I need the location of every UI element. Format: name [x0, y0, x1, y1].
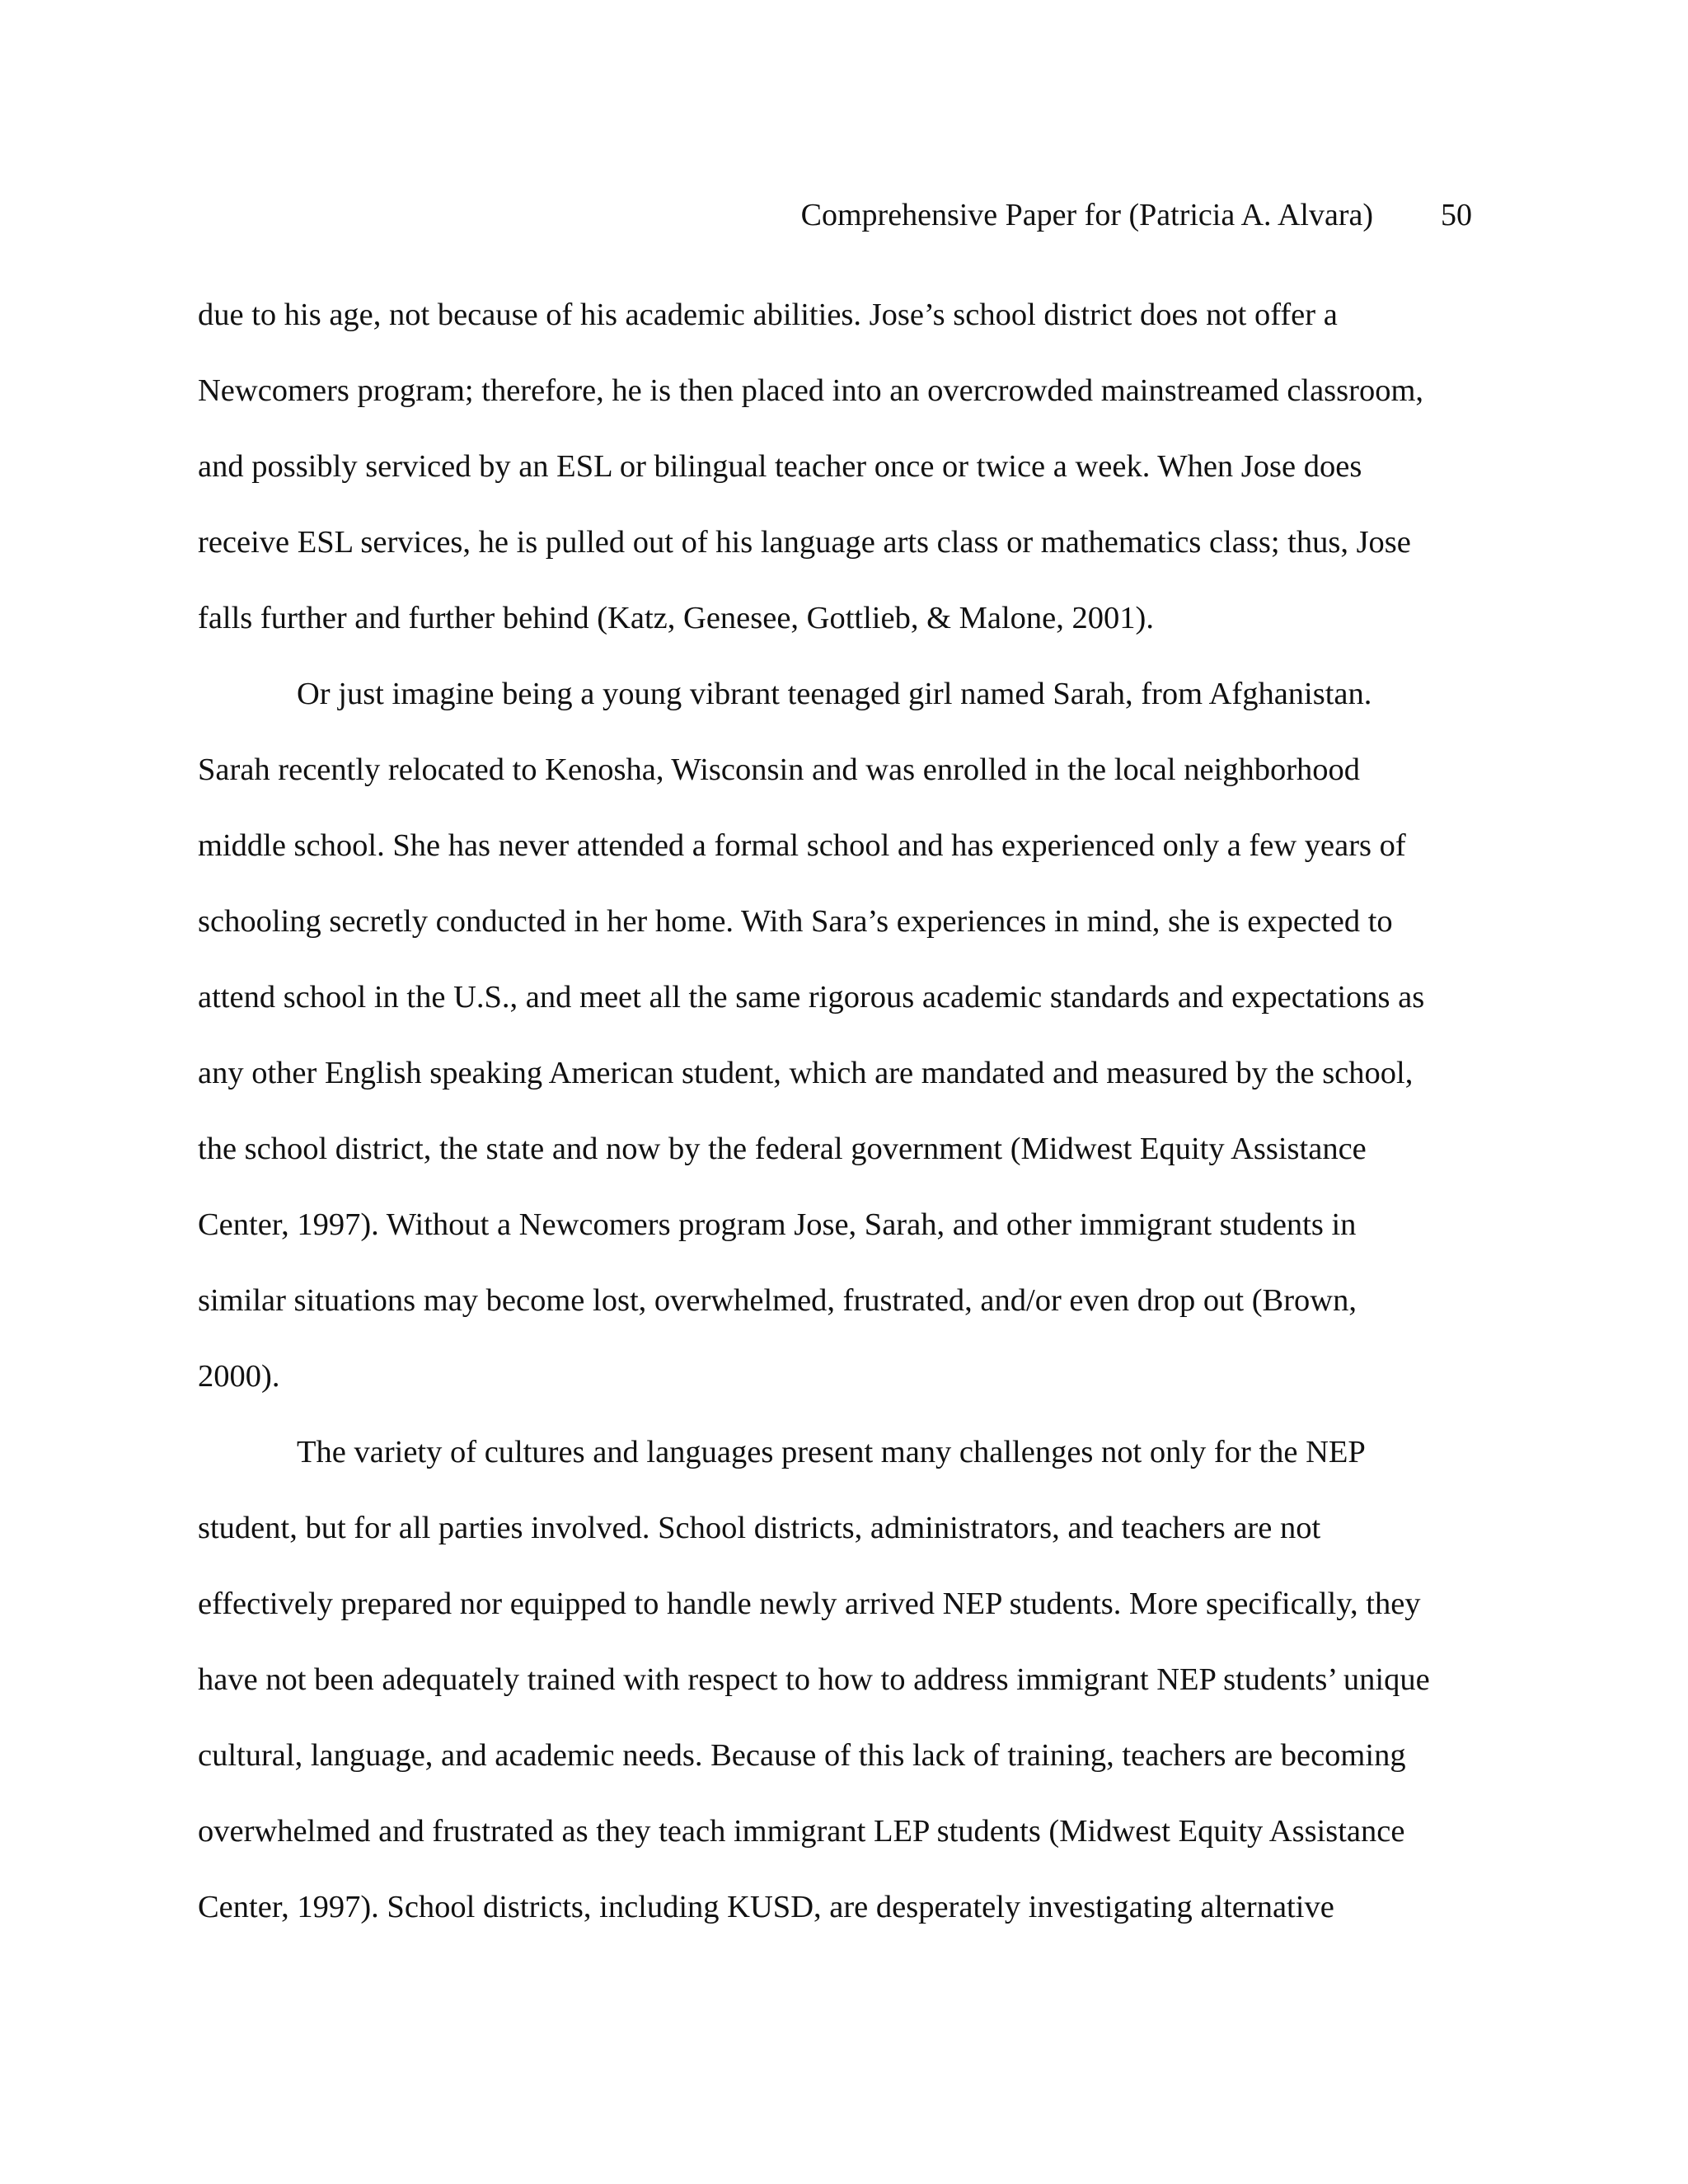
text-line: any other English speaking American student, which are mandated and measured by the school, [198, 1056, 1414, 1090]
text-line: similar situations may become lost, overwhelmed, frustrated, and/or even drop out (Brown, [198, 1283, 1357, 1318]
text-line: falls further and further behind (Katz, Genesee, Gottlieb, & Malone, 2001). [198, 601, 1154, 635]
text-line: receive ESL services, he is pulled out of his language arts class or mathematics class; thus, Jose [198, 525, 1411, 560]
text-line: due to his age, not because of his academic abilities. Jose’s school district does not offer a [198, 298, 1338, 332]
text-line: Center, 1997). Without a Newcomers program Jose, Sarah, and other immigrant students in [198, 1207, 1357, 1242]
text-line: schooling secretly conducted in her home. With Sara’s experiences in mind, she is expected to [198, 904, 1393, 939]
text-line: the school district, the state and now by the federal government (Midwest Equity Assistance [198, 1132, 1367, 1166]
text-line: Newcomers program; therefore, he is then placed into an overcrowded mainstreamed classroom, [198, 373, 1424, 408]
paragraph-first-line: The variety of cultures and languages present many challenges not only for the NEP [297, 1435, 1366, 1469]
text-line: effectively prepared nor equipped to handle newly arrived NEP students. More specifically, they [198, 1586, 1421, 1621]
text-line: and possibly serviced by an ESL or bilingual teacher once or twice a week. When Jose does [198, 449, 1362, 484]
text-line: middle school. She has never attended a formal school and has experienced only a few years of [198, 828, 1406, 863]
running-head-title: Comprehensive Paper for (Patricia A. Alvara) [800, 198, 1373, 232]
text-line: Center, 1997). School districts, including KUSD, are desperately investigating alternative [198, 1890, 1334, 1924]
text-line: have not been adequately trained with respect to how to address immigrant NEP students’ unique [198, 1662, 1430, 1697]
paragraph-first-line: Or just imagine being a young vibrant teenaged girl named Sarah, from Afghanistan. [297, 677, 1372, 711]
page-number: 50 [1441, 198, 1472, 232]
text-line: cultural, language, and academic needs. Because of this lack of training, teachers are becoming [198, 1738, 1406, 1773]
text-line: student, but for all parties involved. School districts, administrators, and teachers are not [198, 1511, 1321, 1545]
running-header [198, 194, 1472, 236]
text-line: 2000). [198, 1359, 280, 1394]
text-line: Sarah recently relocated to Kenosha, Wisconsin and was enrolled in the local neighborhood [198, 752, 1361, 787]
text-line: attend school in the U.S., and meet all the same rigorous academic standards and expectations as [198, 980, 1425, 1015]
text-line: overwhelmed and frustrated as they teach immigrant LEP students (Midwest Equity Assistance [198, 1814, 1405, 1849]
document-body [198, 292, 1479, 1960]
